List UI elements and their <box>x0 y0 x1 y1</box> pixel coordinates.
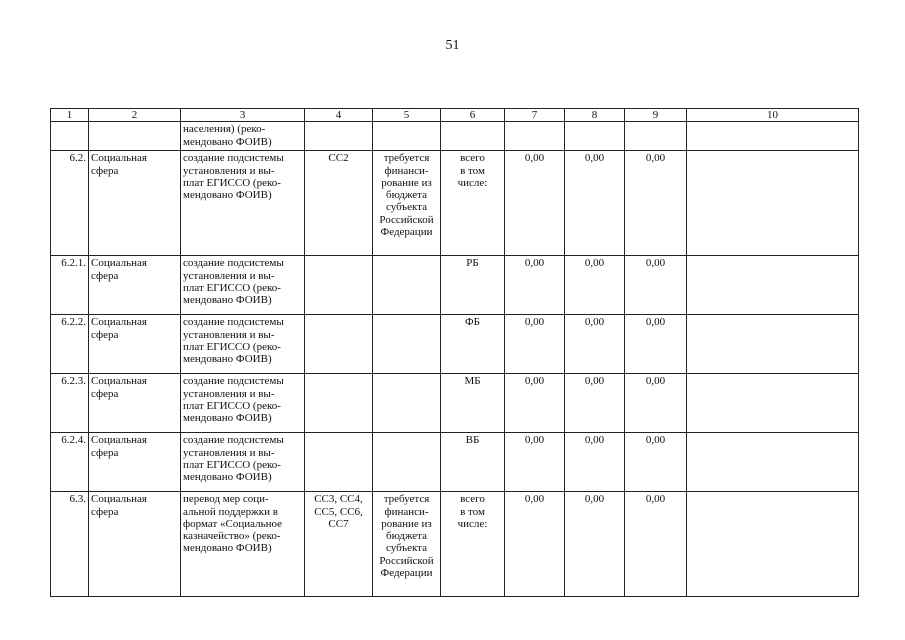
column-number-6: 6 <box>441 109 505 122</box>
measure-cell: создание подсистемы установления и вы- плат ЕГИССО (реко- мендовано ФОИВ) <box>181 315 305 374</box>
measure-cell: создание подсистемы установления и вы- плат ЕГИССО (реко- мендовано ФОИВ) <box>181 374 305 433</box>
sphere-cell: Социальная сфера <box>89 433 181 492</box>
measure-cell: создание подсистемы установления и вы- плат ЕГИССО (реко- мендовано ФОИВ) <box>181 256 305 315</box>
sphere-cell: Социальная сфера <box>89 492 181 597</box>
funding-cell <box>373 374 441 433</box>
value-cell-7: 0,00 <box>505 374 565 433</box>
value-cell-9: 0,00 <box>625 492 687 597</box>
column-number-row <box>51 109 859 122</box>
sphere-cell: Социальная сфера <box>89 256 181 315</box>
value-cell-7: 0,00 <box>505 315 565 374</box>
continuation-row <box>51 122 859 151</box>
row-number-cell: 6.2.4. <box>51 433 89 492</box>
funding-cell <box>373 315 441 374</box>
source-cell: РБ <box>441 256 505 315</box>
code-cell <box>305 374 373 433</box>
source-cell: ФБ <box>441 315 505 374</box>
table-row <box>51 492 859 597</box>
source-cell: МБ <box>441 374 505 433</box>
row-number-cell: 6.2.1. <box>51 256 89 315</box>
column-number-4: 4 <box>305 109 373 122</box>
column-number-8: 8 <box>565 109 625 122</box>
funding-cell <box>373 256 441 315</box>
source-cell: всего в том числе: <box>441 492 505 597</box>
row-number-cell: 6.2.2. <box>51 315 89 374</box>
code-cell: СС3, СС4, СС5, СС6, СС7 <box>305 492 373 597</box>
table-row <box>51 315 859 374</box>
continuation-measure-cell: населения) (реко- мендовано ФОИВ) <box>181 122 305 151</box>
column-number-10: 10 <box>687 109 859 122</box>
row-number-cell: 6.2.3. <box>51 374 89 433</box>
value-cell-7: 0,00 <box>505 492 565 597</box>
column-number-7: 7 <box>505 109 565 122</box>
table-row <box>51 433 859 492</box>
source-cell: ВБ <box>441 433 505 492</box>
sphere-cell: Социальная сфера <box>89 151 181 256</box>
column-number-5: 5 <box>373 109 441 122</box>
funding-cell: требуется финанси- рование из бюджета субъекта Российской Федерации <box>373 151 441 256</box>
measure-cell: создание подсистемы установления и вы- плат ЕГИССО (реко- мендовано ФОИВ) <box>181 151 305 256</box>
row-number-cell: 6.2. <box>51 151 89 256</box>
row-number-cell: 6.3. <box>51 492 89 597</box>
measure-cell: перевод мер соци- альной поддержки в формат «Социальное казначейство» (реко- мендовано ФОИВ) <box>181 492 305 597</box>
table-row <box>51 374 859 433</box>
funding-cell <box>373 433 441 492</box>
page-number: 51 <box>445 38 460 53</box>
note-cell <box>687 256 859 315</box>
value-cell-9: 0,00 <box>625 433 687 492</box>
value-cell-8: 0,00 <box>565 151 625 256</box>
value-cell-8: 0,00 <box>565 256 625 315</box>
value-cell-9: 0,00 <box>625 256 687 315</box>
source-cell: всего в том числе: <box>441 151 505 256</box>
code-cell <box>305 315 373 374</box>
value-cell-9: 0,00 <box>625 374 687 433</box>
column-number-2: 2 <box>89 109 181 122</box>
note-cell <box>687 492 859 597</box>
value-cell-9: 0,00 <box>625 315 687 374</box>
sphere-cell: Социальная сфера <box>89 374 181 433</box>
sphere-cell: Социальная сфера <box>89 315 181 374</box>
measure-cell: создание подсистемы установления и вы- плат ЕГИССО (реко- мендовано ФОИВ) <box>181 433 305 492</box>
budget-table <box>50 108 859 597</box>
column-number-3: 3 <box>181 109 305 122</box>
funding-cell: требуется финанси- рование из бюджета субъекта Российской Федерации <box>373 492 441 597</box>
value-cell-8: 0,00 <box>565 374 625 433</box>
value-cell-7: 0,00 <box>505 256 565 315</box>
value-cell-8: 0,00 <box>565 315 625 374</box>
code-cell: СС2 <box>305 151 373 256</box>
code-cell <box>305 433 373 492</box>
note-cell <box>687 433 859 492</box>
value-cell-9: 0,00 <box>625 151 687 256</box>
note-cell <box>687 374 859 433</box>
value-cell-7: 0,00 <box>505 151 565 256</box>
code-cell <box>305 256 373 315</box>
note-cell <box>687 315 859 374</box>
column-number-9: 9 <box>625 109 687 122</box>
value-cell-7: 0,00 <box>505 433 565 492</box>
value-cell-8: 0,00 <box>565 433 625 492</box>
table-row <box>51 151 859 256</box>
column-number-1: 1 <box>51 109 89 122</box>
note-cell <box>687 151 859 256</box>
value-cell-8: 0,00 <box>565 492 625 597</box>
table-row <box>51 256 859 315</box>
